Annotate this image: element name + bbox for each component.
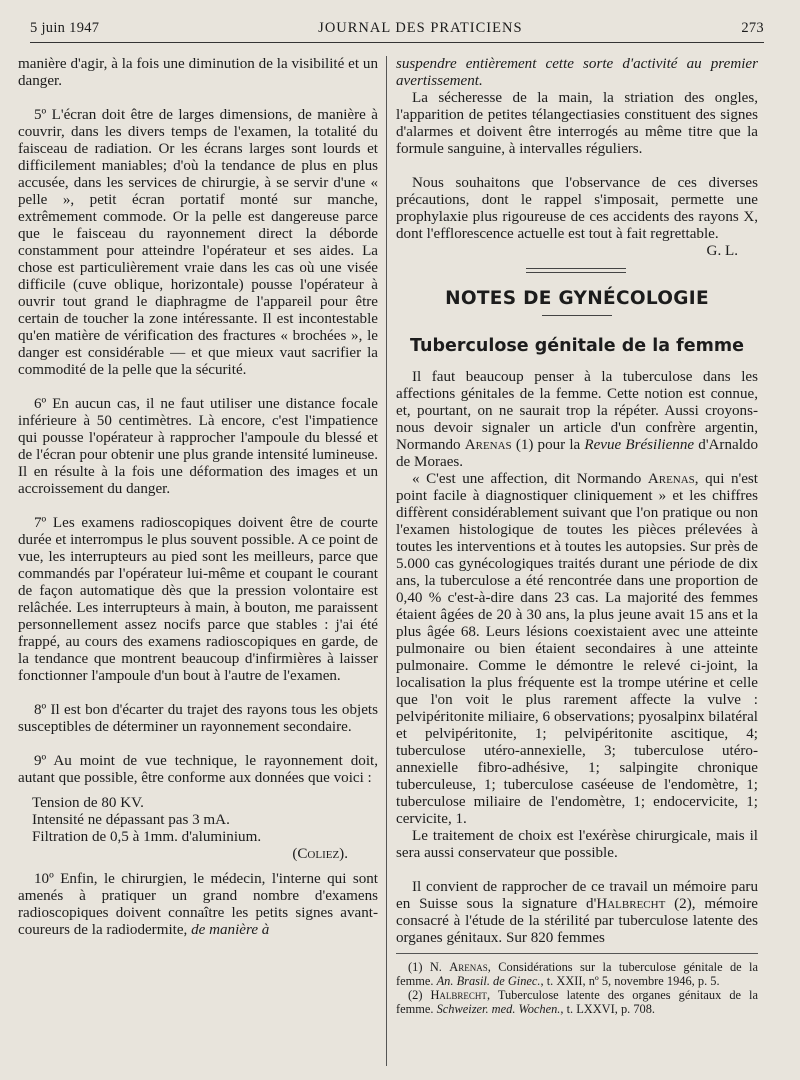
paragraph-item-7: 7º Les examens radioscopiques doivent être de courte durée et interrompus le plus souvent possible. A ce point de vue, les interrupteurs au pied sont les meilleurs, parce que commandés par l'opérateur lui-même et coupant le courant de façon automatique dès que la pression volontaire est relâchée. Les interrupteurs à main, à bouton, me paraissent personnellement assez nocifs parce que stables : j'ai été frappé, au cours des examens radioscopiques en garde, de la tendance que montrent beaucoup d'infirmières à laisser fonctionner l'ampoule d'un bout à l'autre de l'examen. [18,515,378,684]
article-paragraph-4 [396,879,758,947]
article-p1-end: d'Arnaldo de Moraes. [396,437,758,470]
journal-name: Revue Brésilienne [584,437,695,453]
paragraph-item-10 [18,871,378,939]
spec-filtration: Filtration de 0,5 à 1mm. d'aluminium. [32,829,262,845]
footnotes [396,953,758,1016]
spec-voltage: Tension de 80 KV. [32,795,144,811]
footnote-2-title: , Tuberculose latente des organes génitaux de la femme. [396,988,758,1016]
paragraph-continuation: manière d'agir, à la fois une diminution de la visibilité et un danger. [18,56,378,89]
author-name: Arenas [464,437,512,453]
issue-date: 5 juin 1947 [30,19,100,36]
paragraph-item-5: 5º L'écran doit être de larges dimensions, de manière à couvrir, dans les divers temps de l'examen, la totalité du faisceau de radiation. Or les écrans larges sont lourds et difficilement maniables; d'où la tendance de plus en plus accusée, dans les services de chirurgie, à se servir d'une « pelle », petit écran portatif monté sur manche, extrêmement commode. Or la pelle est dangereuse parce que le faisceau du rayonnement direct la déborde constamment pour atteindre l'opérateur et ses aides. La chose est particulièrement vraie dans les cas où une visée difficile (cuve oblique, horizontale) pousse l'opérateur à ouvrir tout grand le diaphragme de l'appareil pour être certain de toucher la zone intéressante. Il est incontestable qu'en matière de vérification des fractures « brochées », le danger est considérable — et que mieux vaut sacrifier la commodité de la pelle que la sécurité. [18,107,378,378]
article-p1-text: Il faut beaucoup penser à la tuberculose dans les affections génitales de la femme. Cette notion est connue, et, pourtant, on ne saurait trop la répéter. Aussi croyons-nous devoir signaler un article d'un confrère argentin, Normando [396,369,758,453]
footnote-1-author: Arenas [449,960,488,974]
footnote-2-author: Halbrecht [430,988,487,1002]
column-divider [386,56,387,1066]
spec-intensity: Intensité ne dépassant pas 3 mA. [32,812,230,828]
footnote-1-details: , t. XXII, nº 5, novembre 1946, p. 5. [540,974,720,988]
article-p2-start: « C'est une affection, dit Normando [412,471,642,487]
paragraph-10-text: 10º Enfin, le chirurgien, le médecin, l'interne qui sont amenés à pratiquer un grand nombre d'examens radioscopiques doivent connaître les petits signes avant-coureurs de la radiodermite, [18,871,378,938]
author-initials: G. L. [706,243,738,259]
paragraph-conclusion: Nous souhaitons que l'observance de ces diverses précautions, dont le rappel s'imposait, permette une prophylaxie plus rigoureuse de ces accidents des rayons X, dont l'efflorescence actuelle est tout à fait regrettable. [396,175,758,242]
page-number: 273 [741,19,764,36]
journal-title: JOURNAL DES PRATICIENS [318,19,523,36]
paragraph-warning-signs: La sécheresse de la main, la striation des ongles, l'apparition de petites télangectiasies constituent des signes d'alarmes et doivent être interrogés au même titre que la formule sanguine, à intervalles réguliers. [396,90,758,157]
section-title: NOTES DE GYNÉCOLOGIE [445,288,709,309]
footnote-2-details: , t. LXXVI, p. 708. [560,1002,656,1016]
article-paragraph-3: Le traitement de choix est l'exérèse chirurgicale, mais il sera aussi conservateur que possible. [396,828,758,861]
paragraph-item-8: 8º Il est bon d'écarter du trajet des rayons tous les objets susceptibles de déterminer un rayonnement secondaire. [18,702,378,735]
footnote-1 [396,960,758,988]
article-p1-ref: (1) pour la [515,437,581,453]
paragraph-10-italic: de manière à [191,922,270,938]
paragraph-10-continuation: suspendre entièrement cette sorte d'activité au premier avertissement. [396,56,758,89]
running-header [30,14,764,43]
article-paragraph-2 [396,471,758,828]
article-title: Tuberculose génitale de la femme [410,336,744,356]
footnote-1-title: , Considérations sur la tuberculose génitale de la femme. [396,960,758,988]
author-name: Halbrecht [596,896,666,912]
footnote-1-marker: (1) N. [408,960,442,974]
left-column [18,56,378,1080]
article-paragraph-1 [396,369,758,471]
footnote-2 [396,988,758,1016]
author-signature: (Coliez). [292,846,348,862]
footnote-2-marker: (2) [408,988,423,1002]
paragraph-item-9: 9º Au moint de vue technique, le rayonnement doit, autant que possible, être conforme aux données que voici : [18,753,378,786]
article-p4-text: (2), mémoire consacré à l'étude de la stérilité par tuberculose latente des organes génitaux. Sur 820 femmes [396,896,758,946]
footnote-1-journal: An. Brasil. de Ginec. [436,974,541,988]
article-p2-text: , qui n'est point facile à diagnostiquer cliniquement » et les chiffres diffèrent considérablement suivant que l'on pratique ou non l'examen histologique de toutes les pièces prélevées à toutes les interventions et à toutes les autopsies. Sur près de 5.000 cas gynécologiques traités durant une période de dix ans, la tuberculose a été rencontrée dans une proportion de 0,40 % c'est-à-dire dans 23 cas. La majorité des femmes étaient âgées de 20 à 30 ans, la plus jeune avait 15 ans et la plus âgée 68. Leurs lésions coexistaient avec une atteinte pulmonaire ou bien étaient secondaires à une atteinte pulmonaire. Comme le démontre le relevé ci-joint, la localisation la plus fréquente est la trompe utérine et celle que l'on voit le plus rarement affecte la vulve : pelvipéritonite miliaire, 6 observations; pyosalpinx bilatéral et pelvipéritonite, 1; pelvipéritonite ascitique, 4; tuberculose utéro-annexielle, 3; tuberculose utéro-annexielle fibro-adhésive, 1; salpingite chronique tuberculeuse, 1; tuberculose caséeuse de l'endomètre, 1; tuberculose miliaire de l'endomètre, 1; endocervicite, 1; cervicite, 1. [396,471,758,827]
footnote-2-journal: Schweizer. med. Wochen. [436,1002,561,1016]
right-column [396,56,758,1080]
author-name: Arenas [647,471,695,487]
section-ornament [396,260,758,290]
paragraph-item-6: 6º En aucun cas, il ne faut utiliser une distance focale inférieure à 50 centimètres. Là encore, c'est l'impatience qui pousse l'opérateur à rapprocher l'ampoule du blessé et de l'écran pour obtenir une plus grande intensité lumineuse. Il en résulte à la fois une déformation des images et un accroissement du danger. [18,396,378,497]
article-p4-start: Il convient de rapprocher de ce travail un mémoire paru en Suisse sous la signature d' [396,879,758,912]
